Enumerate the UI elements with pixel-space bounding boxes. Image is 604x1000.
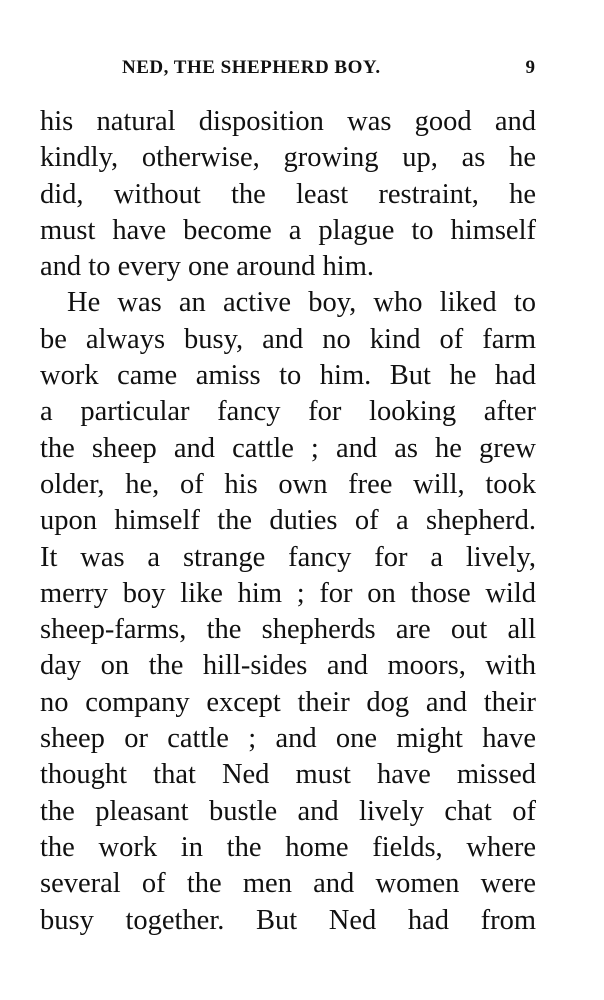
text-line: the work in the home fields, where bbox=[40, 831, 536, 863]
page-number: 9 bbox=[525, 57, 535, 78]
text-line: a particular fancy for looking after bbox=[40, 396, 536, 428]
text-line: the pleasant bustle and lively chat of bbox=[40, 795, 536, 827]
text-line: and to every one around him. bbox=[40, 251, 374, 283]
text-line: did, without the least restraint, he bbox=[40, 178, 536, 210]
text-line: be always busy, and no kind of farm bbox=[40, 323, 536, 355]
running-title: NED, THE SHEPHERD BOY. bbox=[122, 57, 381, 78]
text-line: no company except their dog and their bbox=[40, 686, 536, 718]
text-line: sheep-farms, the shepherds are out all bbox=[40, 614, 536, 646]
running-head bbox=[40, 57, 540, 87]
text-line: thought that Ned must have missed bbox=[40, 759, 536, 791]
text-line: It was a strange fancy for a lively, bbox=[40, 541, 536, 573]
text-line: work came amiss to him. But he had bbox=[40, 360, 536, 392]
text-line: must have become a plague to himself bbox=[40, 214, 536, 246]
text-line: several of the men and women were bbox=[40, 868, 536, 900]
body-text bbox=[40, 104, 536, 939]
text-line: sheep or cattle ; and one might have bbox=[40, 723, 536, 755]
text-line: older, he, of his own free will, took bbox=[40, 468, 536, 500]
text-line: the sheep and cattle ; and as he grew bbox=[40, 432, 536, 464]
text-line: kindly, otherwise, growing up, as he bbox=[40, 142, 536, 174]
text-line: He was an active boy, who liked to bbox=[67, 287, 536, 319]
text-line: merry boy like him ; for on those wild bbox=[40, 577, 536, 609]
text-line: day on the hill-sides and moors, with bbox=[40, 650, 536, 682]
text-line: his natural disposition was good and bbox=[40, 106, 536, 137]
text-line: busy together. But Ned had from bbox=[40, 904, 536, 936]
text-line: upon himself the duties of a shepherd. bbox=[40, 505, 536, 537]
